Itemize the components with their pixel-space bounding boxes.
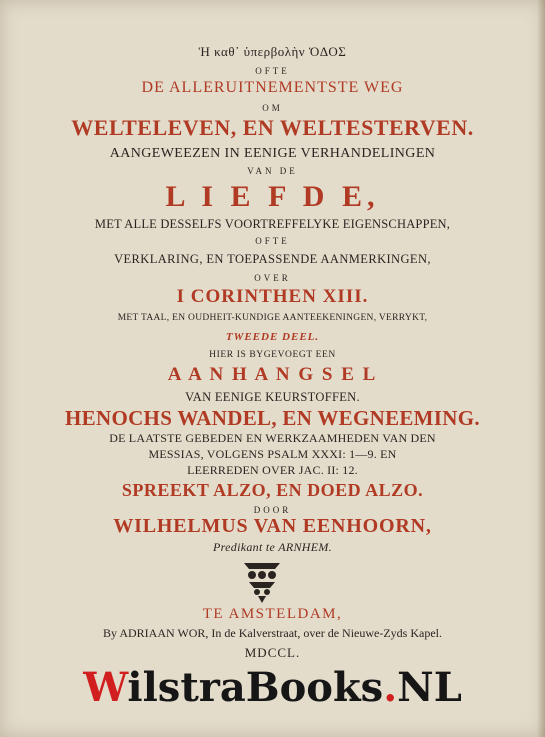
watermark-dot: .: [383, 664, 398, 711]
verklaring-line: VERKLARING, EN TOEPASSENDE AANMERKINGEN,: [114, 252, 431, 266]
welteleven-heading: WELTELEVEN, EN WELTESTERVEN.: [71, 115, 474, 140]
laatste-line-3: LEERREDEN OVER JAC. II: 12.: [187, 463, 358, 477]
spreekt-heading: SPREEKT ALZO, EN DOED ALZO.: [121, 480, 424, 500]
hier-is-line: HIER IS BYGEVOEGT EEN: [209, 350, 336, 360]
watermark-w: W: [83, 664, 128, 711]
van-de-line: VAN DE: [247, 166, 298, 176]
liefde-heading: L I E F D E,: [165, 180, 380, 213]
weg-line: DE ALLERUITNEMENTSTE WEG: [141, 79, 404, 96]
tweede-deel-line: TWEEDE DEEL.: [225, 331, 320, 343]
ofte-line-1: OFTE: [255, 66, 290, 76]
henochs-heading: HENOCHS WANDEL, EN WEGNEEMING.: [65, 406, 480, 430]
greek-motto: Ἡ καθ᾽ ὑπερβολὴν ὉΔΟΣ: [198, 44, 347, 59]
om-line: OM: [262, 103, 283, 113]
aanhangsel-heading: A A N H A N G S E L: [167, 364, 378, 385]
laatste-line-2: MESSIAS, VOLGENS PSALM XXXI: 1—9. EN: [148, 447, 397, 461]
met-taal-line: MET TAAL, EN OUDHEIT-KUNDIGE AANTEEKENINGEN, VERRYKT,: [117, 313, 428, 323]
laatste-line-1: DE LAATSTE GEBEDEN EN WERKZAAMHEDEN VAN DEN: [109, 431, 436, 445]
publisher-line: By ADRIAAN WOR, In de Kalverstraat, over de Nieuwe-Zyds Kapel.: [102, 626, 443, 640]
place-line: TE AMSTELDAM,: [202, 606, 343, 622]
watermark-tld: NL: [397, 664, 462, 711]
printers-ornament: [242, 560, 282, 604]
author-heading: WILHELMUS VAN EENHOORN,: [113, 515, 432, 537]
aangewezen-line: AANGEWEEZEN IN EENIGE VERHANDELINGEN: [109, 146, 436, 161]
corinthen-heading: I CORINTHEN XIII.: [176, 286, 369, 307]
ofte-line-2: OFTE: [255, 236, 290, 246]
watermark-middle: ilstraBooks: [127, 664, 384, 711]
door-line: DOOR: [253, 505, 292, 515]
year-line: MDCCL.: [244, 645, 301, 660]
predikant-line: Predikant te ARNHEM.: [213, 540, 332, 554]
met-alle-line: MET ALLE DESSELFS VOORTREFFELYKE EIGENSCHAPPEN,: [94, 217, 451, 231]
over-line: OVER: [254, 273, 291, 283]
wilstrabooks-watermark: [0, 664, 545, 711]
van-eenige-line: VAN EENIGE KEURSTOFFEN.: [185, 390, 360, 404]
